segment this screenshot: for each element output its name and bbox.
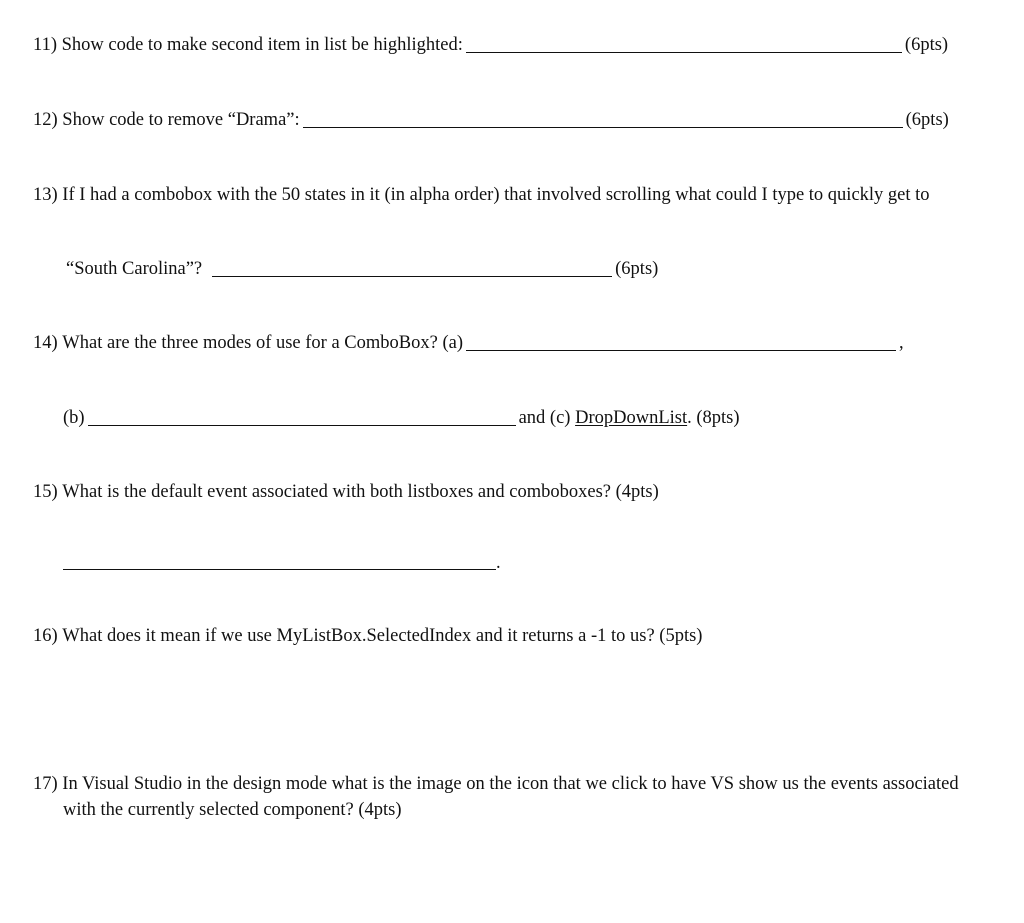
question-text: Show code to make second item in list be highlighted: (61, 35, 463, 55)
question-number: 15) (33, 482, 58, 502)
question-text-continued: “South Carolina”? (66, 259, 203, 279)
answer-blank[interactable] (303, 127, 903, 128)
question-number: 17) (33, 774, 58, 794)
question-14 (33, 334, 904, 353)
question-13-continued (66, 260, 658, 279)
question-number: 14) (33, 333, 58, 353)
points-label: (6pts) (904, 35, 949, 55)
answer-blank[interactable] (212, 276, 612, 277)
end-period: . (496, 553, 501, 573)
comma: , (898, 333, 904, 353)
answer-blank[interactable] (466, 52, 902, 53)
question-17 (33, 775, 959, 794)
question-number: 12) (33, 110, 58, 130)
question-text: What does it mean if we use MyListBox.SelectedIndex and it returns a -1 to us? (5pts) (62, 626, 703, 646)
question-number: 13) (33, 185, 58, 205)
question-13 (33, 186, 930, 205)
question-17-continued (63, 801, 402, 820)
option-b-label: (b) (63, 408, 85, 428)
question-text: What are the three modes of use for a ComboBox? (a) (62, 333, 463, 353)
question-11 (33, 36, 948, 55)
question-12 (33, 111, 949, 130)
answer-blank-b[interactable] (88, 425, 516, 426)
answer-blank-a[interactable] (466, 350, 896, 351)
points-label: (6pts) (615, 259, 659, 279)
option-c-answer: DropDownList (575, 408, 688, 428)
question-number: 16) (33, 626, 58, 646)
question-15 (33, 483, 659, 502)
question-number: 11) (33, 35, 57, 55)
question-text: What is the default event associated with both listboxes and comboboxes? (4pts) (62, 482, 659, 502)
answer-blank[interactable] (63, 569, 496, 570)
points-label: (6pts) (905, 110, 949, 130)
question-16 (33, 627, 702, 646)
points-label: . (8pts) (687, 408, 740, 428)
question-14-continued (63, 409, 740, 428)
option-c-label: and (c) (518, 408, 571, 428)
question-text-continued: with the currently selected component? (4pts) (63, 800, 402, 820)
question-text: Show code to remove “Drama”: (62, 110, 300, 130)
question-text: If I had a combobox with the 50 states in it (in alpha order) that involved scrolling what could I type to quickly get to (62, 185, 930, 205)
question-text: In Visual Studio in the design mode what is the image on the icon that we click to have VS show us the events associated (62, 774, 959, 794)
